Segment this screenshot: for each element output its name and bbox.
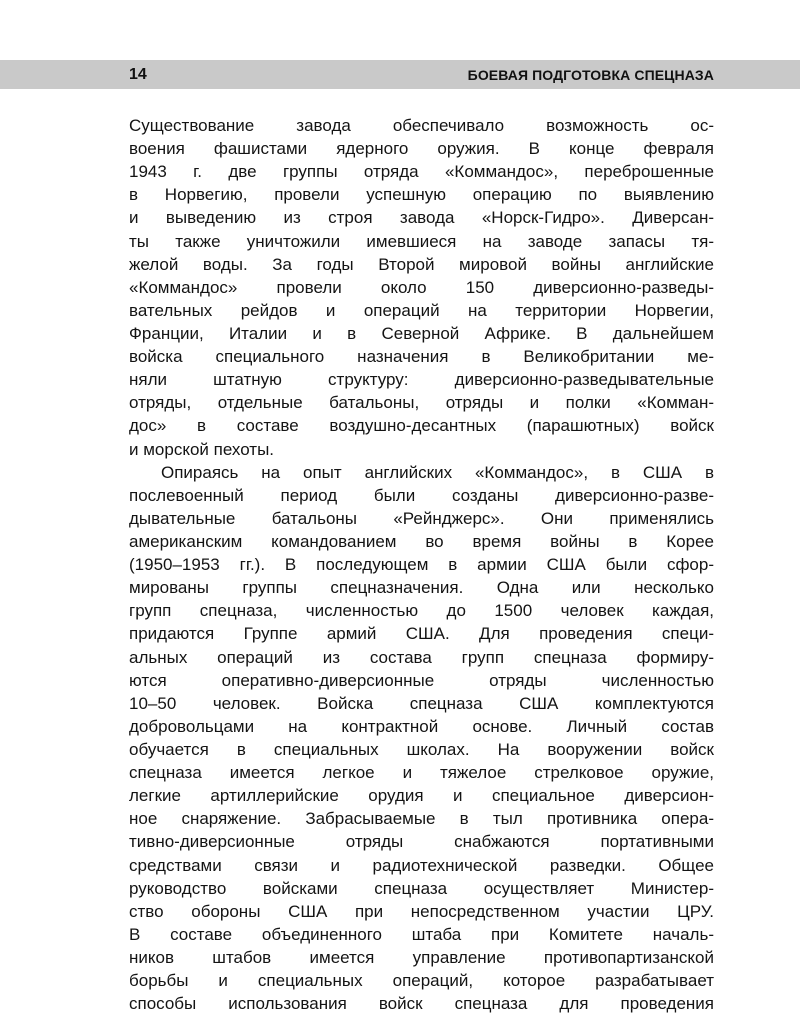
text-line: американским командованием во время войны в Корее (129, 531, 714, 551)
text-line: групп спецназа, численностью до 1500 человек каждая, (129, 601, 714, 621)
text-line: дос» в составе воздушно-десантных (парашютных) войск (129, 416, 714, 436)
text-line: средствами связи и радиотехнической разведки. Общее (129, 855, 714, 875)
text-line: придаются Группе армий США. Для проведения специ- (129, 624, 714, 644)
text-line: ты также уничтожили имевшиеся на заводе запасы тя- (129, 231, 714, 251)
text-line: ются оперативно-диверсионные отряды численностью (129, 670, 714, 690)
text-line: 10–50 человек. Войска спецназа США комплектуются (129, 693, 714, 713)
text-line: альных операций из состава групп спецназа формиру- (129, 647, 714, 667)
text-line: ников штабов имеется управление противопартизанской (129, 947, 714, 967)
paragraph (129, 114, 714, 461)
text-line: обучается в специальных школах. На вооружении войск (129, 739, 714, 759)
paragraph (129, 461, 714, 1015)
text-line: дывательные батальоны «Рейнджерс». Они применялись (129, 508, 714, 528)
text-line: спецназа имеется легкое и тяжелое стрелковое оружие, (129, 763, 714, 783)
text-line: Опираясь на опыт английских «Коммандос», в США в (161, 462, 714, 482)
text-line: желой воды. За годы Второй мировой войны английские (129, 254, 714, 274)
text-line: мированы группы спецназначения. Одна или несколько (129, 578, 714, 598)
text-line: няли штатную структуру: диверсионно-разведывательные (129, 370, 714, 390)
text-line: и выведению из строя завода «Норск-Гидро». Диверсан- (129, 208, 714, 228)
text-line: ство обороны США при непосредственном участии ЦРУ. (129, 901, 714, 921)
body-text (129, 114, 714, 1015)
text-line: 1943 г. две группы отряда «Коммандос», переброшенные (129, 162, 714, 182)
text-line: «Коммандос» провели около 150 диверсионно-разведы- (129, 277, 714, 297)
text-line: в Норвегию, провели успешную операцию по выявлению (129, 185, 714, 205)
text-line: послевоенный период были созданы диверсионно-разве- (129, 485, 714, 505)
text-line: Франции, Италии и в Северной Африке. В дальнейшем (129, 323, 714, 343)
text-line: и морской пехоты. (129, 439, 275, 459)
text-line: способы использования войск спецназа для проведения (129, 994, 714, 1014)
text-line: Существование завода обеспечивало возможность ос- (129, 116, 714, 135)
running-header (0, 60, 800, 89)
text-line: воения фашистами ядерного оружия. В конце февраля (129, 139, 714, 159)
text-line: легкие артиллерийские орудия и специальное диверсион- (129, 786, 714, 806)
text-line: ное снаряжение. Забрасываемые в тыл противника опера- (129, 809, 714, 829)
text-line: руководство войсками спецназа осуществляет Министер- (129, 878, 714, 898)
text-line: В составе объединенного штаба при Комитете началь- (129, 924, 714, 944)
running-title: БОЕВАЯ ПОДГОТОВКА СПЕЦНАЗА (467, 67, 714, 83)
text-line: вательных рейдов и операций на территории Норвегии, (129, 300, 714, 320)
text-line: добровольцами на контрактной основе. Личный состав (129, 716, 714, 736)
text-line: отряды, отдельные батальоны, отряды и полки «Комман- (129, 393, 714, 413)
text-line: борьбы и специальных операций, которое разрабатывает (129, 971, 714, 991)
page-number: 14 (129, 66, 147, 83)
text-line: войска специального назначения в Великобритании ме- (129, 347, 714, 367)
text-line: тивно-диверсионные отряды снабжаются портативными (129, 832, 714, 852)
text-line: (1950–1953 гг.). В последующем в армии США были сфор- (129, 555, 714, 575)
